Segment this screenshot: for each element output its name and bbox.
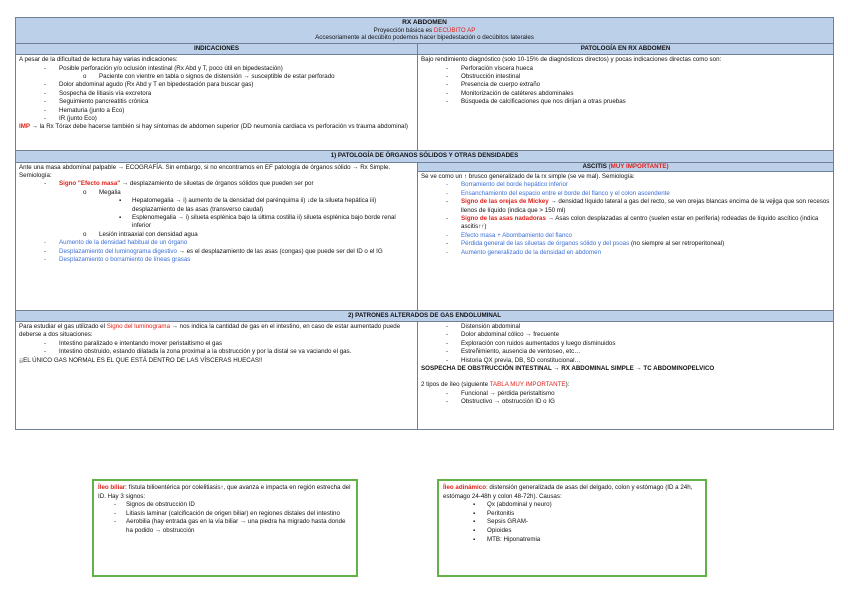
- list-item: - Estreñimiento, ausencia de ventoseo, etc…: [421, 348, 830, 356]
- list-item: - Distensión abdominal: [421, 323, 830, 331]
- list-item: - Aerobilia (hay entrada gas en la vía biliar → una piedra ha migrado hasta donde ha podido → obstrucción: [98, 518, 352, 535]
- gas-intro-suffix: → nos indica la cantidad de gas en el intestino, en caso de estar aumentado puede deberse a dos situaciones:: [19, 323, 401, 339]
- obstruction-cell: [418, 322, 834, 430]
- mickey-label: Signo de las orejas de Mickey: [461, 198, 549, 206]
- mass-sign-item: [19, 180, 414, 188]
- list-item: - Dolor abdominal cólico → frecuente: [421, 331, 830, 339]
- list-item: ▪ Peritonitis: [443, 510, 701, 519]
- ascitis-heading: [418, 163, 833, 172]
- list-item: - Signos de obstrucción ID: [98, 501, 352, 510]
- nadadoras-item: [421, 215, 830, 232]
- esplenomegalia-item: ▪ Esplenomegalia → i) silueta esplénica bajo la última costilla ii) silueta esplénica bajo borde renal inferior: [19, 214, 414, 231]
- luminograma-sign: Signo del luminograma: [106, 323, 171, 331]
- accessory-note: Accesoriamente al decúbito podemos hacer bipedestación o decúbitos laterales: [315, 34, 534, 42]
- ascitis-heading-text: ASCITIS: [582, 162, 607, 170]
- psoas-item: [421, 240, 830, 248]
- ileo-adinamico-label: Íleo adinámico: [443, 484, 486, 491]
- list-item: - Posible perforación y/o oclusión intestinal (Rx Abd y T, poco útil en bipedestación): [19, 65, 414, 73]
- list-item: - Dolor abdominal agudo (Rx Abd y T en bipedestación para buscar gas): [19, 81, 414, 89]
- luminograma-item: [19, 248, 414, 256]
- ileo-adinamico-box: [437, 479, 707, 577]
- gas-intro: [19, 323, 414, 340]
- list-item: - Ensanchamiento del espacio entre el borde del flanco y el colon ascendente: [421, 190, 830, 198]
- pathology-intro: Bajo rendimiento diagnóstico (solo 10-15% de diagnósticos directos) y pocas indicaciones directas como son:: [421, 56, 722, 64]
- lesion-item: o Lesión intraaxial con densidad agua: [19, 231, 414, 239]
- mass-sign-text: → desplazamiento de siluetas de órganos sólidos que pueden ser por: [121, 180, 314, 188]
- ileo-types-list: [421, 390, 830, 407]
- title-block: [16, 18, 834, 44]
- luminograma-label: Desplazamiento del luminograma digestivo: [59, 247, 177, 255]
- ileo-highlight: TABLA MUY IMPORTANTE: [489, 381, 566, 389]
- list-item: - Búsqueda de calcificaciones que nos dirijan a otras pruebas: [421, 98, 830, 106]
- list-item: - Sospecha de litiasis vía excretora: [19, 90, 414, 98]
- gas-intro-prefix: Para estudiar el gas utilizado el: [19, 323, 105, 331]
- imp-note: [19, 123, 414, 131]
- list-item: - Litiasis laminar (calcificación de origen biliar) en regiones distales del intestino: [98, 510, 352, 519]
- ascitis-heading-highlight: (MUY IMPORTANTE): [608, 162, 669, 170]
- luminograma-text: → es el desplazamiento de las asas (congas) que puede ser del ID o el IG: [178, 247, 383, 255]
- ileo-biliar-text: : fístula bilioentérica por colelitiasis↑, que avanza e impacta en región estrecha del ID. Hay 3 signos:: [98, 484, 351, 500]
- ileo-biliar-box: [92, 479, 358, 577]
- solid-list: [19, 180, 414, 264]
- indications-list: [19, 65, 414, 124]
- list-item: - IR (junto Eco): [19, 115, 414, 123]
- list-item: ▪ Sepsis GRAM-: [443, 518, 701, 527]
- section1-heading: 1) PATOLOGÍA DE ÓRGANOS SÓLIDOS Y OTRAS DENSIDADES: [16, 151, 834, 162]
- ascitis-list: [421, 181, 830, 257]
- list-item: - Aumento generalizado de la densidad en abdomen: [421, 249, 830, 257]
- list-item: - Efecto masa + Abombamiento del flanco: [421, 232, 830, 240]
- list-item: ▪ MTB: Hiponatremia: [443, 536, 701, 545]
- imp-label: IMP: [19, 123, 31, 131]
- subtitle: [19, 27, 830, 34]
- list-item: ▪ Opioides: [443, 527, 701, 536]
- indications-heading: INDICACIONES: [16, 43, 418, 54]
- list-item: - Presencia de cuerpo extraño: [421, 81, 830, 89]
- psoas-label: Pérdida general de las siluetas de órganos sólido y del psoas: [461, 240, 630, 248]
- subtitle-highlight: DECÚBITO AP: [433, 27, 476, 34]
- nadadoras-text: → Asas colon desplazadas al centro (suelen estar en periferia) rodeadas de líquido ascítico (indica ascitis↑↑): [461, 215, 819, 231]
- ileo-adinamico-text: : distensión generalizada de asas del delgado, colon y estómago (ID a 24h, estómago 24-48h y colon 48-72h). Causas:: [443, 484, 693, 500]
- solid-intro: Ante una masa abdominal palpable → ECOGRAFÍA. Sin embargo, si no encontramos en EF patología de órganos sólido → Rx Simple. Semiología:: [19, 163, 391, 180]
- gas-note: ¡¡EL ÚNICO GAS NORMAL ES EL QUE ESTÁ DENTRO DE LAS VÍSCERAS HUECAS!!: [19, 356, 263, 364]
- suspicion-line: SOSPECHA DE OBSTRUCCIÓN INTESTINAL → RX ABDOMINAL SIMPLE → TC ABDOMINOPELVICO: [421, 365, 715, 373]
- indications-cell: [16, 55, 418, 151]
- fat-lines-item: - Desplazamiento o borramiento de líneas grasas: [19, 256, 414, 264]
- ileo-suffix: ):: [565, 381, 570, 389]
- list-item: - Perforación víscera hueca: [421, 65, 830, 73]
- pathology-cell: [418, 55, 834, 151]
- mickey-text: → densidad líquido lateral a gas del recto, se ven orejas blancas encima de la vejiga que son recesos llenos de líquido (indica que > 150 ml): [461, 198, 830, 214]
- list-item: - Intestino paralizado e intentando mover peristaltismo el gas: [19, 340, 414, 348]
- ileo-biliar-intro: [98, 484, 352, 501]
- ileo-prefix: 2 tipos de íleo (siguiente: [421, 381, 489, 389]
- page-title: RX ABDOMEN: [402, 19, 447, 26]
- ileo-adinamico-intro: [443, 484, 701, 501]
- list-item: - Seguimiento pancreatitis crónica: [19, 98, 414, 106]
- pathology-list: [421, 65, 830, 107]
- nadadoras-label: Signo de las asas nadadoras: [461, 215, 546, 223]
- list-item: - Monitorización de catéteres abdominales: [421, 90, 830, 98]
- mickey-item: [421, 198, 830, 215]
- indications-intro: A pesar de la dificultad de lectura hay varias indicaciones:: [19, 56, 178, 64]
- list-item: - Historia QX previa, DB, SD constitucional…: [421, 357, 830, 365]
- megalia-item: o Megalia: [19, 189, 414, 197]
- main-table: [15, 17, 834, 430]
- list-item: - Obstrucción intestinal: [421, 73, 830, 81]
- mass-sign-label: Signo "Efecto masa": [59, 180, 121, 188]
- list-item: - Funcional → pérdida peristaltismo: [421, 390, 830, 398]
- psoas-text: (no siempre al ser retroperitoneal): [630, 240, 725, 248]
- section2-heading: 2) PATRONES ALTERADOS DE GAS ENDOLUMINAL: [16, 310, 834, 321]
- gas-cell: [16, 322, 418, 430]
- list-item: - Borramiento del borde hepático inferior: [421, 181, 830, 189]
- list-item: - Intestino obstruido, estando dilatada la zona proximal a la obstrucción y por la distal se va vaciando el gas.: [19, 348, 414, 356]
- ascitis-cell: [418, 162, 834, 310]
- ileo-types-intro: [421, 381, 830, 389]
- ileo-biliar-label: Íleo biliar: [98, 484, 126, 491]
- list-item: - Exploración con ruidos aumentados y luego disminuidos: [421, 340, 830, 348]
- subtitle-prefix: Proyección básica es: [373, 27, 433, 34]
- list-item: - Obstructivo → obstrucción ID o IG: [421, 398, 830, 406]
- list-item: - Hematuria (junto a Eco): [19, 107, 414, 115]
- density-item: - Aumento de la densidad habitual de un órgano: [19, 239, 414, 247]
- gas-list: [19, 340, 414, 357]
- list-item: ▪ Qx (abdominal y neuro): [443, 501, 701, 510]
- hepatomegalia-item: ▪ Hepatomegalia → i) aumento de la densidad del parénquima ii) ↓de la silueta hepática iii) desplazamiento de las asas (transverso caudal): [19, 197, 414, 214]
- solid-organs-cell: [16, 162, 418, 310]
- imp-text: → la Rx Tórax debe hacerse también si hay síntomas de abdomen superior (DD neumonía cardiaca vs perforación vs trauma abdominal): [31, 123, 408, 131]
- ascitis-intro: Se ve como un ↑ brusco generalizado de la rx simple (se ve mal). Semiología:: [421, 173, 635, 181]
- pathology-heading: PATOLOGÍA EN RX ABDOMEN: [418, 43, 834, 54]
- list-subitem: o Paciente con vientre en tabla o signos de distensión → susceptible de estar perforado: [19, 73, 414, 81]
- obstruction-list: [421, 323, 830, 365]
